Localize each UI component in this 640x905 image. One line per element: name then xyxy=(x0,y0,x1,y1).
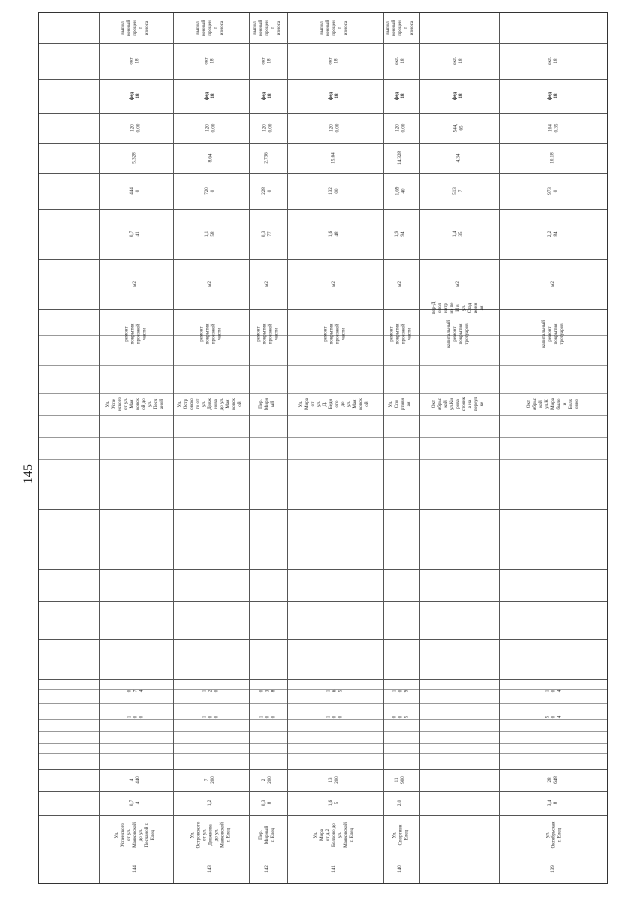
table-cell-a xyxy=(383,791,419,815)
cell-text: 1 0 0 xyxy=(202,715,219,719)
cell-text: 0,3 77 xyxy=(262,230,273,238)
table-cell-q6 xyxy=(383,43,419,79)
table-cell-street xyxy=(499,815,609,855)
table-cell-q4 xyxy=(419,113,499,143)
cell-text: Пер. Мирный г. Елец xyxy=(259,825,276,845)
cell-text: 7 200 xyxy=(205,776,216,784)
table-cell-q4 xyxy=(249,113,287,143)
cell-text: 228 0 xyxy=(262,187,273,195)
cell-text: 1 0 4 xyxy=(545,689,562,693)
cell-text: 1 0 0 xyxy=(326,715,343,719)
cell-text: 13 200 xyxy=(329,776,340,784)
cell-text: Ул. Спортивн Елец xyxy=(392,824,409,846)
table-cell-q5 xyxy=(173,79,249,113)
table-cell-q1 xyxy=(173,209,249,259)
table-cell-num xyxy=(99,855,173,883)
cell-text: 4 440 xyxy=(130,776,141,784)
table-cell-street xyxy=(383,815,419,855)
cell-text: 0 3 8 xyxy=(259,689,276,693)
table-cell-q3 xyxy=(287,143,383,173)
cell-text: м2 xyxy=(207,281,213,287)
cell-text: фед 18 xyxy=(395,91,406,101)
cell-text: 0 7 4 xyxy=(127,689,144,693)
cell-text: 143 xyxy=(208,865,213,873)
cell-text: 120 0.00 xyxy=(395,123,406,133)
cell-text: фед 18 xyxy=(548,91,559,101)
cell-text: 1,69 40 xyxy=(395,186,406,196)
cell-text: м2 xyxy=(264,281,270,287)
table-cell-street xyxy=(287,815,383,855)
cell-text: 1,6 5 xyxy=(329,799,340,807)
table-cell-q2 xyxy=(419,173,499,209)
table-cell-q6 xyxy=(287,43,383,79)
table-cell-num xyxy=(287,855,383,883)
cell-text: фед 18 xyxy=(453,91,464,101)
table-cell-q6 xyxy=(99,43,173,79)
table-cell-unit xyxy=(419,259,499,309)
table-cell-q2 xyxy=(499,173,609,209)
cell-text: 120 0.00 xyxy=(262,123,273,133)
table-cell-q5 xyxy=(419,79,499,113)
table-cell-q5 xyxy=(383,79,419,113)
cell-text: окт 18 xyxy=(205,57,216,65)
rotated-road-repair-table xyxy=(38,12,608,884)
cell-text: 142 xyxy=(265,865,270,873)
table-cell-extra xyxy=(287,13,383,43)
table-cell-section xyxy=(173,359,249,449)
cell-text: Ул. Мира от д.2 Болхово до ул. Маяковской г. Елец xyxy=(313,822,355,848)
cell-text: фед 18 xyxy=(130,91,141,101)
table-cell-section xyxy=(419,359,499,449)
table-cell-b xyxy=(499,769,609,791)
table-cell-num xyxy=(383,855,419,883)
cell-text: 1 0 0 xyxy=(127,715,144,719)
page-number: 145 xyxy=(19,464,35,484)
table-cell-q3 xyxy=(99,143,173,173)
table-cell-q3 xyxy=(249,143,287,173)
table-cell-work xyxy=(99,309,173,359)
cell-text: 10.18 xyxy=(551,152,556,164)
table-cell-g xyxy=(499,703,609,731)
table-cell-g xyxy=(99,703,173,731)
table-cell-q3 xyxy=(173,143,249,173)
cell-text: 15.64 xyxy=(332,152,337,164)
cell-text: 1,2 xyxy=(208,799,213,807)
cell-text: 0,7 4 xyxy=(130,799,141,807)
cell-text: 104 0.35 xyxy=(548,123,559,133)
cell-text: 1,6 48 xyxy=(329,230,340,238)
table-cell-street xyxy=(99,815,173,855)
table-cell-q1 xyxy=(287,209,383,259)
table-cell-a xyxy=(499,791,609,815)
cell-text: окт. 18 xyxy=(395,57,406,65)
table-cell-work xyxy=(173,309,249,359)
cell-text: Окт ябрьс кой ул.Ки рова стоянк а на переул ке xyxy=(431,396,485,412)
cell-text: м2 xyxy=(132,281,138,287)
cell-text: 5 0 4 xyxy=(545,715,562,719)
table-cell-street xyxy=(249,815,287,855)
cell-text: 2,2 84 xyxy=(548,230,559,238)
cell-text: окт 18 xyxy=(130,57,141,65)
cell-text: 5.328 xyxy=(133,152,138,164)
top-note-text: пер-Д опол нитр иэ пе И в ул. Стад ионн ая xyxy=(431,301,485,315)
table-cell-f xyxy=(499,679,609,703)
cell-text: 141 xyxy=(332,865,337,873)
table-cell-q1 xyxy=(499,209,609,259)
table-cell-work xyxy=(419,309,499,359)
cell-text: 139 xyxy=(551,865,556,873)
cell-text: 4.34 xyxy=(456,153,461,163)
cell-text: 1 0 0 xyxy=(259,715,276,719)
cell-text: Ул. Островского от ул. Довжнова до ул. Маяковской г. Елец xyxy=(189,821,231,849)
table-cell-q3 xyxy=(419,143,499,173)
table-cell-a xyxy=(99,791,173,815)
table-cell-q6 xyxy=(499,43,609,79)
cell-text: Пер. Мирн ый xyxy=(259,397,276,411)
table-cell-unit xyxy=(99,259,173,309)
table-cell-num xyxy=(499,855,609,883)
cell-text: 2.736 xyxy=(265,152,270,164)
cell-text: 120 0.00 xyxy=(205,123,216,133)
cell-text: 0,3 8 xyxy=(262,799,273,807)
table-cell-q6 xyxy=(249,43,287,79)
table-cell-q2 xyxy=(383,173,419,209)
table-cell-q6 xyxy=(419,43,499,79)
cell-text: 8.64 xyxy=(208,153,213,163)
table-cell-extra xyxy=(249,13,287,43)
table-cell-extra xyxy=(99,13,173,43)
table-cell-section xyxy=(99,359,173,449)
table-cell-section xyxy=(287,359,383,449)
cell-text: 0 0 5 xyxy=(392,715,409,719)
cell-text: ремонт покрытия проезжей части xyxy=(323,323,346,345)
table-cell-b xyxy=(287,769,383,791)
cell-text: капитальный ремонт покрытия тротуаров xyxy=(541,320,565,348)
table-cell-q4 xyxy=(499,113,609,143)
table-cell-q4 xyxy=(99,113,173,143)
cell-text: выпол ненный процен т износа xyxy=(252,19,282,37)
cell-text: капитальный ремонт покрытия тротуаров xyxy=(446,320,470,348)
cell-text: 1,1 58 xyxy=(205,230,216,238)
table-cell-q1 xyxy=(383,209,419,259)
cell-text: окт 18 xyxy=(262,57,273,65)
table-cell-q5 xyxy=(287,79,383,113)
cell-text: окт. 18 xyxy=(548,57,559,65)
table-cell-unit xyxy=(173,259,249,309)
table-cell-a xyxy=(287,791,383,815)
cell-text: 1,4 35 xyxy=(453,230,464,238)
cell-text: 11 900 xyxy=(395,776,406,784)
cell-text: 14.328 xyxy=(398,151,403,165)
table-cell-a xyxy=(249,791,287,815)
cell-text: 513 7 xyxy=(453,187,464,195)
table-cell-g xyxy=(287,703,383,731)
table-cell-q1 xyxy=(249,209,287,259)
table-cell-work xyxy=(499,309,609,359)
cell-text: м2 xyxy=(397,281,403,287)
cell-text: ремонт покрытия проезжей части xyxy=(256,323,279,345)
table-cell-f xyxy=(249,679,287,703)
cell-text: 0,7 41 xyxy=(130,230,141,238)
table-cell-a xyxy=(173,791,249,815)
table-cell-b xyxy=(383,769,419,791)
cell-text: окт 18 xyxy=(329,57,340,65)
cell-text: выпол ненный процен т износа xyxy=(120,19,150,37)
table-cell-street xyxy=(173,815,249,855)
table-cell-section xyxy=(249,359,287,449)
cell-text: 1,9 94 xyxy=(395,230,406,238)
cell-text: 2 200 xyxy=(262,776,273,784)
cell-text: 28 648 xyxy=(548,776,559,784)
cell-text: 120 0.00 xyxy=(130,123,141,133)
cell-text: м2 xyxy=(455,281,461,287)
table-cell-q1 xyxy=(419,209,499,259)
table-cell-extra xyxy=(383,13,419,43)
cell-text: Ул. Остр овско го от ул. Довж нова до ул. Мая ковск ой xyxy=(177,397,243,411)
cell-text: выпол ненный процен т износа xyxy=(319,19,349,37)
cell-text: м2 xyxy=(331,281,337,287)
cell-text: Ул. Мира от ул. Д. Бедн ого до ул. Мая ковск ой xyxy=(299,398,370,410)
cell-text: 444 0 xyxy=(130,187,141,195)
table-cell-f xyxy=(173,679,249,703)
table-cell-q4 xyxy=(287,113,383,143)
table-cell-work xyxy=(383,309,419,359)
cell-text: 973 0 xyxy=(548,187,559,195)
table-cell-f xyxy=(287,679,383,703)
table-cell-q4 xyxy=(383,113,419,143)
cell-text: фед 18 xyxy=(329,91,340,101)
table-cell-work xyxy=(287,309,383,359)
table-cell-q2 xyxy=(99,173,173,209)
table-cell-q2 xyxy=(173,173,249,209)
table-cell-q5 xyxy=(99,79,173,113)
cell-text: фед 18 xyxy=(262,91,273,101)
table-cell-section xyxy=(383,359,419,449)
table-cell-q6 xyxy=(173,43,249,79)
table-cell-q5 xyxy=(499,79,609,113)
cell-text: 544, 65 xyxy=(453,123,464,133)
table-cell-q1 xyxy=(99,209,173,259)
cell-text: 1 2 0 xyxy=(202,689,219,693)
cell-text: 1 0 9 xyxy=(392,689,409,693)
cell-text: ремонт покрытия проезжей части xyxy=(124,323,147,345)
cell-text: выпол ненный процен т износа xyxy=(385,19,415,37)
cell-text: 120 0.00 xyxy=(329,123,340,133)
cell-text: ремонт покрытия проезжей части xyxy=(199,323,222,345)
table-cell-q2 xyxy=(249,173,287,209)
table-cell-f xyxy=(383,679,419,703)
cell-text: ремонт покрытия проезжей части xyxy=(389,323,412,345)
cell-text: м2 xyxy=(550,281,556,287)
table-cell-q3 xyxy=(383,143,419,173)
table-cell-q2 xyxy=(287,173,383,209)
table-cell-f xyxy=(99,679,173,703)
cell-text: ул. Октябрьская г. Елец xyxy=(545,821,562,849)
table-cell-section xyxy=(499,359,609,449)
table-cell-q5 xyxy=(249,79,287,113)
table-cell-q4 xyxy=(173,113,249,143)
cell-text: окт. 18 xyxy=(453,57,464,65)
table-cell-unit xyxy=(383,259,419,309)
table-cell-work xyxy=(249,309,287,359)
cell-text: 1 6 5 xyxy=(326,689,343,693)
cell-text: 144 xyxy=(133,865,138,873)
cell-text: Ул. Успенского от ул. Маяковской до ул. Песчаной г. Елец xyxy=(114,822,156,848)
table-cell-b xyxy=(249,769,287,791)
table-cell-num xyxy=(249,855,287,883)
table-cell-g xyxy=(173,703,249,731)
table-cell-b xyxy=(99,769,173,791)
table-cell-b xyxy=(173,769,249,791)
cell-text: фед 18 xyxy=(205,91,216,101)
cell-text: 140 xyxy=(398,865,403,873)
cell-text: 3,4 8 xyxy=(548,799,559,807)
cell-text: выпол ненный процен т износа xyxy=(195,19,225,37)
table-cell-unit xyxy=(287,259,383,309)
cell-text: 2.0 xyxy=(398,799,403,807)
table-cell-num xyxy=(173,855,249,883)
table-cell-q3 xyxy=(499,143,609,173)
table-cell-extra xyxy=(173,13,249,43)
table-cell-unit xyxy=(249,259,287,309)
cell-text: Ул. Спо ртивн ая xyxy=(389,397,412,411)
cell-text: Окт ябрьс кой ул.К Мира было и Болх овно xyxy=(527,398,580,410)
table-cell-g xyxy=(383,703,419,731)
table-cell-unit xyxy=(499,259,609,309)
cell-text: 720 0 xyxy=(205,187,216,195)
cell-text: 132 00 xyxy=(329,187,340,195)
table-cell-g xyxy=(249,703,287,731)
cell-text: Ул. Успе нского от ул. Мая ковск ой до ул. Песч аной xyxy=(106,397,165,411)
